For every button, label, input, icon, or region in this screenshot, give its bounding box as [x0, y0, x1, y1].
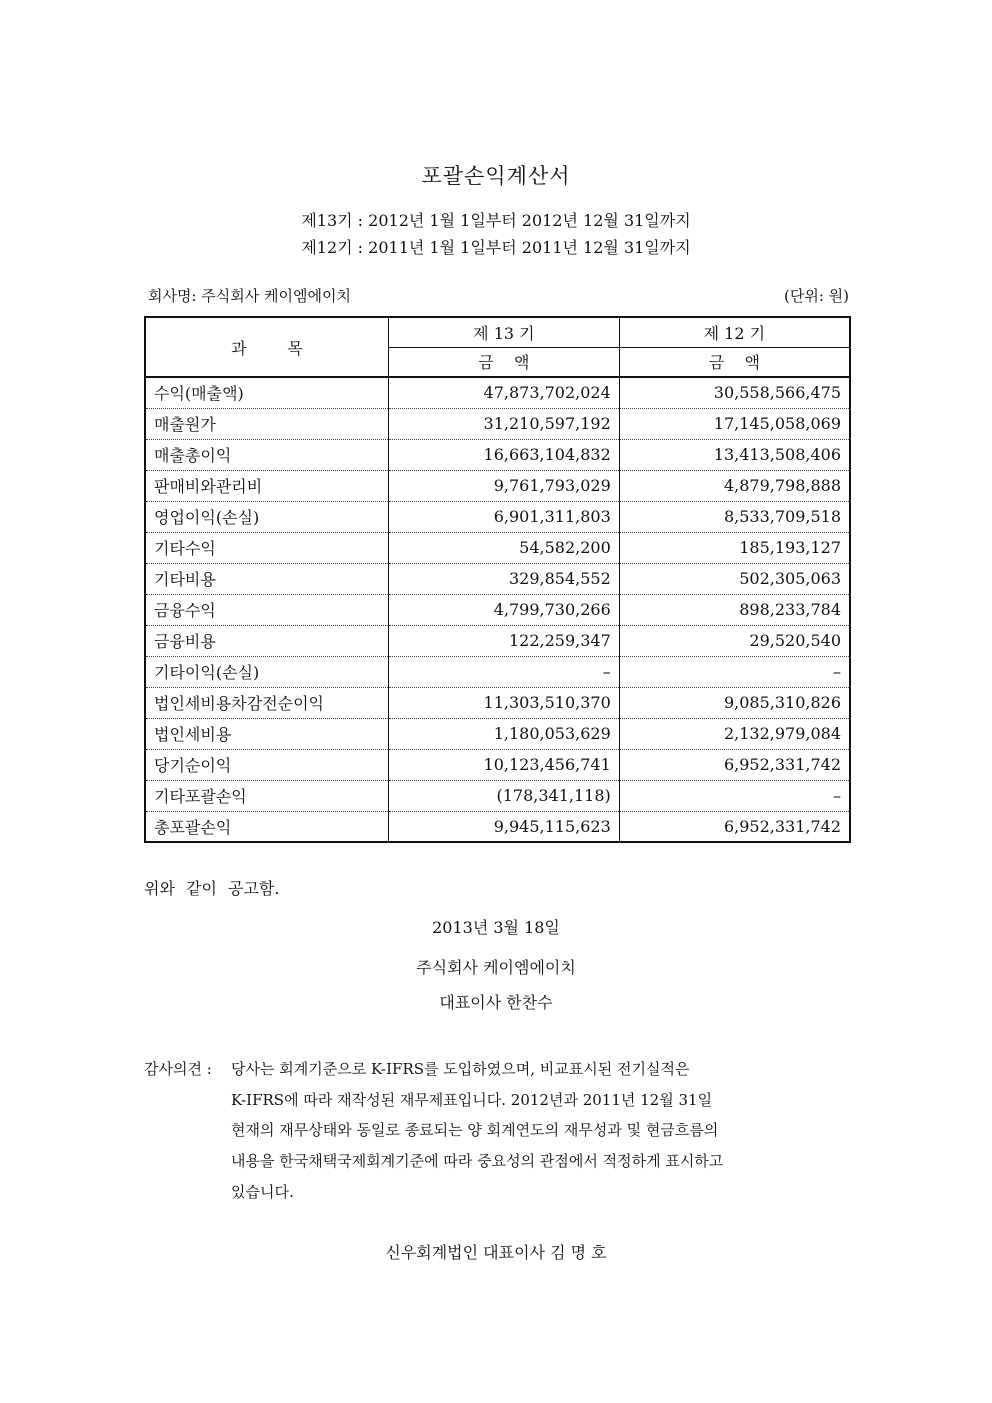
row-item-label: 기타수익	[145, 532, 389, 563]
row-value-13: 47,873,702,024	[389, 377, 620, 408]
row-item-label: 금융비용	[145, 625, 389, 656]
row-value-13: 9,761,793,029	[389, 470, 620, 501]
company-name: 회사명: 주식회사 케이엠에이치	[148, 287, 351, 305]
table-row	[145, 811, 850, 842]
header-period-12: 제 12 기	[619, 317, 850, 347]
table-row	[145, 439, 850, 470]
income-statement-table	[144, 316, 851, 843]
row-value-12: 30,558,566,475	[619, 377, 850, 408]
row-item-label: 판매비와관리비	[145, 470, 389, 501]
row-item-label: 영업이익(손실)	[145, 501, 389, 532]
period-12: 제12기 : 2011년 1월 1일부터 2011년 12월 31일까지	[301, 238, 691, 257]
row-item-label: 법인세비용	[145, 718, 389, 749]
audit-opinion-label: 감사의견 :	[144, 1060, 212, 1078]
table-row	[145, 718, 850, 749]
row-value-12: 6,952,331,742	[619, 811, 850, 842]
corp-name: 주식회사 케이엠에이치	[416, 958, 576, 977]
row-item-label: 총포괄손익	[145, 811, 389, 842]
table-row	[145, 501, 850, 532]
row-value-13: 54,582,200	[389, 532, 620, 563]
table-row	[145, 563, 850, 594]
row-item-label: 법인세비용차감전순이익	[145, 687, 389, 718]
row-item-label: 당기순이익	[145, 749, 389, 780]
row-value-12: 2,132,979,084	[619, 718, 850, 749]
header-period-13: 제 13 기	[389, 317, 620, 347]
ceo-name: 대표이사 한찬수	[439, 993, 553, 1012]
row-value-13: 11,303,510,370	[389, 687, 620, 718]
audit-line: K-IFRS에 따라 재작성된 재무제표입니다. 2012년과 2011년 12월 31일	[231, 1091, 713, 1109]
row-value-12: –	[619, 780, 850, 811]
row-value-13: 1,180,053,629	[389, 718, 620, 749]
table-row	[145, 408, 850, 439]
row-value-13: 329,854,552	[389, 563, 620, 594]
row-value-13: 4,799,730,266	[389, 594, 620, 625]
row-value-12: 8,533,709,518	[619, 501, 850, 532]
row-value-12: –	[619, 656, 850, 687]
row-value-12: 9,085,310,826	[619, 687, 850, 718]
row-value-13: –	[389, 656, 620, 687]
row-item-label: 매출총이익	[145, 439, 389, 470]
row-value-13: 6,901,311,803	[389, 501, 620, 532]
row-value-12: 185,193,127	[619, 532, 850, 563]
header-item: 과 목	[145, 317, 389, 377]
row-value-13: (178,341,118)	[389, 780, 620, 811]
announce-date: 2013년 3월 18일	[432, 918, 560, 937]
audit-line: 현재의 재무상태와 동일로 종료되는 양 회계연도의 재무성과 및 현금흐름의	[231, 1121, 719, 1139]
notice-text: 위와 같이 공고함.	[144, 879, 280, 898]
document-title: 포괄손익계산서	[421, 164, 571, 188]
row-value-12: 6,952,331,742	[619, 749, 850, 780]
header-amount-12: 금 액	[619, 347, 850, 377]
row-value-12: 29,520,540	[619, 625, 850, 656]
row-value-13: 16,663,104,832	[389, 439, 620, 470]
table-row	[145, 594, 850, 625]
row-value-12: 4,879,798,888	[619, 470, 850, 501]
audit-firm-signature: 신우회계법인 대표이사 김 명 호	[385, 1243, 607, 1262]
table-row	[145, 780, 850, 811]
row-value-12: 13,413,508,406	[619, 439, 850, 470]
table-row	[145, 749, 850, 780]
row-item-label: 기타비용	[145, 563, 389, 594]
header-amount-13: 금 액	[389, 347, 620, 377]
row-item-label: 기타포괄손익	[145, 780, 389, 811]
row-value-13: 122,259,347	[389, 625, 620, 656]
row-value-12: 17,145,058,069	[619, 408, 850, 439]
table-row	[145, 656, 850, 687]
audit-line: 내용을 한국채택국제회계기준에 따라 중요성의 관점에서 적정하게 표시하고	[231, 1152, 724, 1170]
row-value-13: 9,945,115,623	[389, 811, 620, 842]
row-value-13: 10,123,456,741	[389, 749, 620, 780]
row-item-label: 금융수익	[145, 594, 389, 625]
row-value-12: 898,233,784	[619, 594, 850, 625]
row-value-12: 502,305,063	[619, 563, 850, 594]
row-item-label: 기타이익(손실)	[145, 656, 389, 687]
unit-label: (단위: 원)	[784, 287, 849, 305]
period-13: 제13기 : 2012년 1월 1일부터 2012년 12월 31일까지	[301, 211, 691, 230]
table-row	[145, 532, 850, 563]
table-row	[145, 470, 850, 501]
table-row	[145, 625, 850, 656]
table-row	[145, 377, 850, 408]
audit-line: 당사는 회계기준으로 K-IFRS를 도입하였으며, 비교표시된 전기실적은	[231, 1060, 690, 1078]
row-value-13: 31,210,597,192	[389, 408, 620, 439]
audit-line: 있습니다.	[231, 1183, 294, 1201]
row-item-label: 매출원가	[145, 408, 389, 439]
table-row	[145, 687, 850, 718]
row-item-label: 수익(매출액)	[145, 377, 389, 408]
